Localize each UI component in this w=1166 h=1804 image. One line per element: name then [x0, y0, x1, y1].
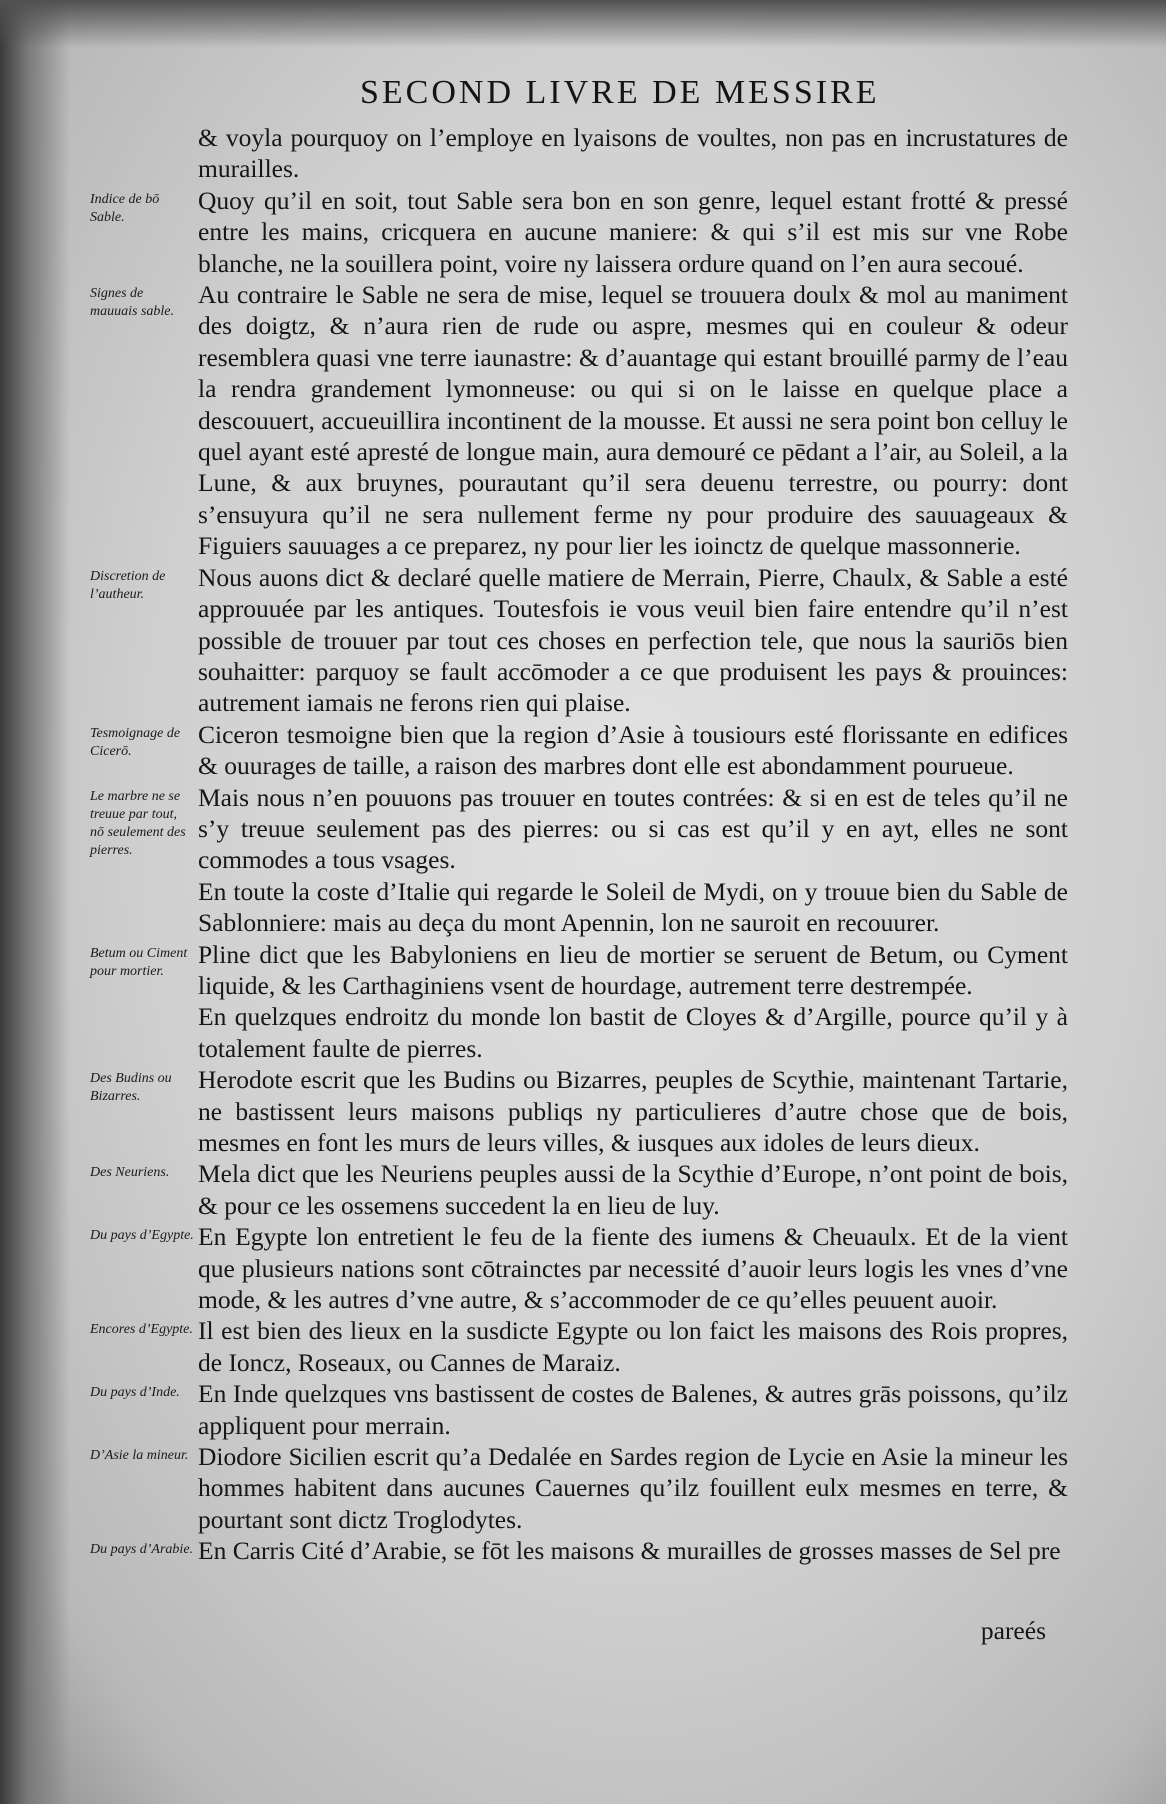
paragraph	[90, 1221, 1068, 1315]
margin-note: Du pays d’Egypte.	[90, 1228, 194, 1244]
paragraph	[90, 1441, 1068, 1535]
paragraph	[90, 1378, 1068, 1441]
paragraph-text: Mela dict que les Neuriens peuples aussi de la Scythie d’Europe, n’ont point de bois, & pour ce les ossemens succedent la en lieu de luy.	[198, 1159, 1068, 1220]
paragraph	[198, 122, 1068, 185]
running-header: SECOND LIVRE DE MESSIRE	[360, 74, 880, 111]
margin-note: Betum ou Ciment pour mortier.	[90, 945, 188, 979]
margin-note: Le marbre ne se treuue par tout, nō seulement des pierres.	[90, 788, 186, 858]
paragraph	[90, 1315, 1068, 1378]
paragraph	[90, 1535, 1068, 1566]
text-block	[90, 122, 1068, 1567]
catchword: pareés	[980, 1616, 1046, 1645]
paragraph	[90, 782, 1068, 876]
paragraph	[90, 1064, 1068, 1158]
paragraph-text: Au contraire le Sable ne sera de mise, lequel se trouuera doulx & mol au maniment des doigtz, & n’aura rien de rude ou aspre, mesmes qui en couleur & odeur resemblera quasi vne terre iaunastre: & d’auantage qui estant brouillé parmy de l’eau la rendra grandement lymonneuse: ou qui si on le laisse en quelque place a descouuert, accueuillira incontinent de la mousse. Et aussi ne sera point bon celluy le quel ayant esté apresté de longue main, aura demouré ce pēdant a l’air, au Soleil, a la Lune, & aux bruynes, pourautant qu’il sera deuenu terrestre, ou pourry: dont s’ensuyura qu’il ne sera nullement ferme ny pour produire des sauuageaux & Figuiers sauuages a ce preparez, ny pour lier les ioinctz de quelque massonnerie.	[198, 280, 1068, 561]
paragraph	[198, 1001, 1068, 1064]
paragraph-text: Pline dict que les Babyloniens en lieu de mortier se seruent de Betum, ou Cyment liquide, & les Carthaginiens vsent de hourdage, autrement terre destrempée.	[198, 939, 1068, 1000]
paragraph	[90, 719, 1068, 782]
paragraph-text: En Egypte lon entretient le feu de la fiente des iumens & Cheuaulx. Et de la vient que plusieurs nations sont cōtrainctes par necessité d’auoir leurs logis les vnes d’vne mode, & les autres d’vne autre, & s’accommoder de ce qu’elles peuuent auoir.	[198, 1222, 1068, 1315]
margin-note: Signes de mauuais sable.	[90, 286, 174, 320]
paragraph-text: En quelzques endroitz du monde lon bastit de Cloyes & d’Argille, pource qu’il y à totalement faulte de pierres.	[198, 1002, 1068, 1063]
paragraph	[90, 939, 1068, 1002]
paragraph-text: & voyla pourquoy on l’employe en lyaisons de voultes, non pas en incrustatures de murailles.	[198, 123, 1068, 184]
paragraph	[90, 185, 1068, 279]
margin-note: D’Asie la mineur.	[90, 1448, 189, 1464]
paragraph	[90, 562, 1068, 719]
margin-note: Tesmoignage de Cicerō.	[90, 725, 181, 759]
margin-note: Encores d’Egypte.	[90, 1322, 193, 1338]
paragraph-text: En Inde quelzques vns bastissent de costes de Balenes, & autres grās poissons, qu’ilz appliquent pour merrain.	[198, 1379, 1068, 1440]
paragraph-text: Ciceron tesmoigne bien que la region d’Asie à tousiours esté florissante en edifices & ouurages de taille, a raison des marbres dont elle est abondamment pourueue.	[198, 719, 1068, 781]
margin-note: Discretion de l’autheur.	[90, 568, 166, 602]
paragraph-text: Diodore Sicilien escrit qu’a Dedalée en Sardes region de Lycie en Asie la mineur les hommes habitent dans aucunes Cauernes qu’ilz fouillent eulx mesmes en terre, & pourtant sont dictz Troglodytes.	[198, 1442, 1068, 1534]
paragraph-text: Herodote escrit que les Budins ou Bizarres, peuples de Scythie, maintenant Tartarie, ne bastissent leurs maisons publiqs ny particulieres d’autre chose que de bois, mesmes en font les murs de leurs villes, & iusques aux idoles de leurs dieux.	[198, 1065, 1068, 1157]
margin-note: Des Budins ou Bizarres.	[90, 1071, 172, 1105]
paragraph	[90, 279, 1068, 562]
paragraph-text: Quoy qu’il en soit, tout Sable sera bon en son genre, lequel estant frotté & pressé entre les mains, cricquera en aucune maniere: & qui s’il est mis sur vne Robe blanche, ne la souillera point, voire ny laissera ordure quand on l’en aura secoué.	[198, 185, 1068, 278]
paragraph	[198, 876, 1068, 939]
paragraph-text: Nous auons dict & declaré quelle matiere de Merrain, Pierre, Chaulx, & Sable a esté approuuée par les antiques. Toutesfois ie vous veuil bien faire entendre qu’il n’est possible de trouuer par tout ces choses en perfection tele, que nous la sauriōs bien souhaitter: parquoy se fault accōmoder a ce que produisent les pays & prouinces: autrement iamais ne ferons rien qui plaise.	[198, 562, 1068, 718]
paragraph	[90, 1158, 1068, 1221]
paragraph-text: Il est bien des lieux en la susdicte Egypte ou lon faict les maisons des Rois propres, de Ioncz, Roseaux, ou Cannes de Maraiz.	[198, 1316, 1068, 1377]
margin-note: Indice de bō Sable.	[90, 191, 160, 225]
margin-note: Des Neuriens.	[90, 1165, 170, 1181]
paragraph-text: Mais nous n’en pouuons pas trouuer en toutes contrées: & si en est de teles qu’il ne s’y treuue seulement pas des pierres: ou si cas est qu’il y en ayt, elles ne sont commodes a tous vsages.	[198, 782, 1068, 875]
margin-note: Du pays d’Arabie.	[90, 1542, 194, 1558]
paragraph-text: En Carris Cité d’Arabie, se fōt les maisons & murailles de grosses masses de Sel pre	[198, 1536, 1061, 1566]
margin-note: Du pays d’Inde.	[90, 1385, 180, 1401]
paragraph-text: En toute la coste d’Italie qui regarde le Soleil de Mydi, on y trouue bien du Sable de Sablonniere: mais au deça du mont Apennin, lon ne sauroit en recouurer.	[198, 876, 1068, 938]
